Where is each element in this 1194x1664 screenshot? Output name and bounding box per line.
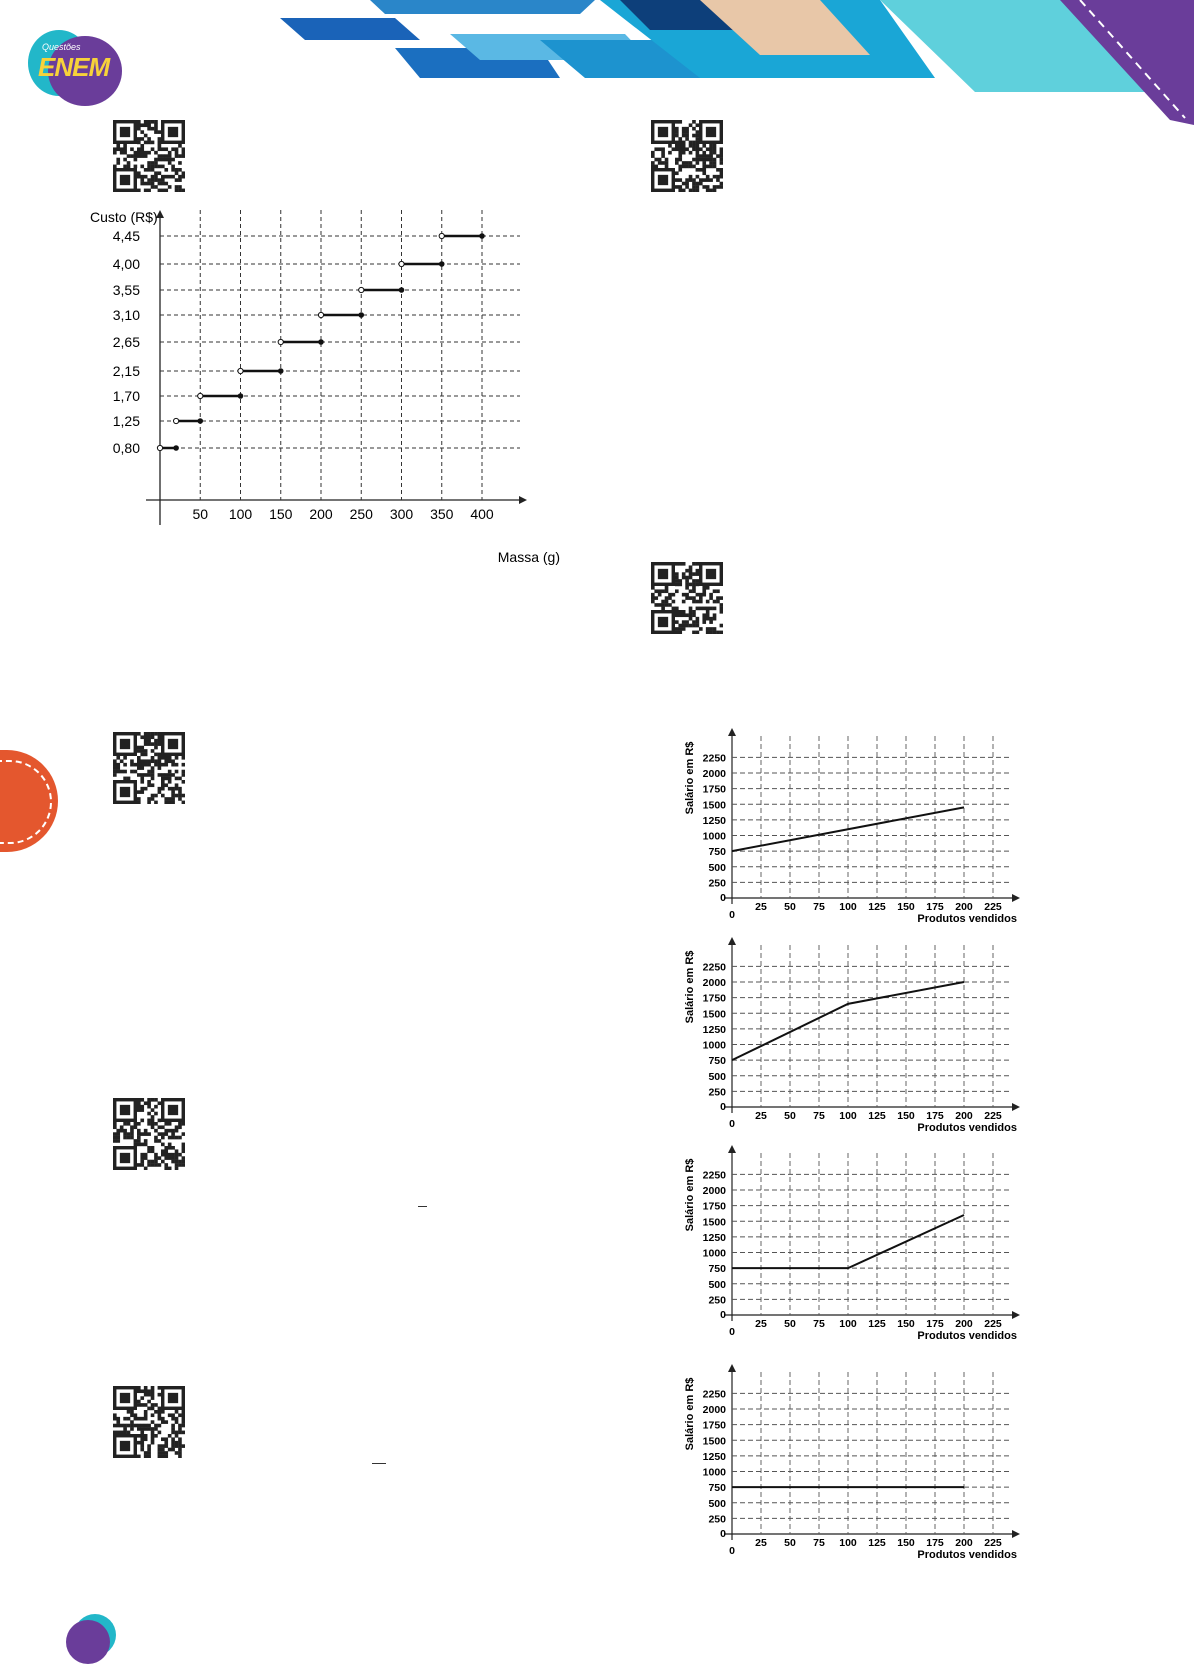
y-tick-label: 2000 [702,1404,726,1416]
x-tick-label: 75 [813,1110,825,1122]
y-tick-label: 250 [708,1086,726,1099]
y-axis-label: Salário em R$ [684,1158,696,1232]
y-tick-label: 1500 [702,799,726,812]
y-tick-label: 3,55 [112,282,140,298]
x-tick-label: 150 [269,506,293,522]
y-tick-label: 1000 [702,1039,726,1052]
closed-point [197,418,203,424]
y-tick-label: 2,15 [112,363,140,379]
x-axis-label: Produtos vendidos [917,913,1017,925]
y-axis-arrow-icon [728,728,736,736]
closed-point [358,312,364,318]
y-tick-label: 1750 [702,992,726,1005]
x-axis-arrow-icon [1012,1311,1020,1319]
x-tick-label: 75 [813,901,825,913]
y-tick-label: 0 [720,1101,726,1113]
y-axis-label: Salário em R$ [684,1377,696,1451]
closed-point [479,233,485,239]
y-tick-label: 2250 [702,1388,726,1401]
x-tick-label: 125 [868,1537,886,1549]
y-tick-label: 250 [708,1513,726,1526]
x-tick-label: 75 [813,1318,825,1330]
step-chart [85,210,565,575]
x-tick-label: 175 [926,1537,944,1549]
x-tick-label: 225 [984,1110,1002,1122]
open-point [318,312,323,317]
y-tick-label: 750 [708,1482,726,1495]
x-tick-label: 175 [926,1110,944,1122]
x-tick-label: 225 [984,901,1002,913]
open-point [238,368,243,373]
x-tick-label: 150 [897,1318,915,1330]
y-tick-label: 250 [708,1294,726,1307]
open-point [439,233,444,238]
x-axis-arrow-icon [519,496,527,504]
x-tick-label: 0 [729,909,735,921]
x-tick-label: 100 [839,1318,857,1330]
x-tick-label: 150 [897,1537,915,1549]
open-point [399,261,404,266]
closed-point [238,393,244,399]
x-tick-label: 150 [897,901,915,913]
salary-chart-c [680,1145,1025,1347]
x-tick-label: 200 [955,901,973,913]
y-tick-label: 1500 [702,1008,726,1021]
y-tick-label: 2250 [702,752,726,765]
y-axis-label: Custo (R$) [90,210,158,225]
y-tick-label: 1750 [702,783,726,796]
y-tick-label: 1000 [702,830,726,843]
x-tick-label: 100 [228,506,253,522]
y-axis-label: Salário em R$ [684,950,696,1024]
y-tick-label: 500 [708,1278,726,1291]
x-tick-label: 100 [839,1110,857,1122]
salary-chart-d [680,1364,1025,1566]
salary-chart-b [680,937,1025,1139]
enem-logo: Questões ENEM [28,26,123,104]
x-tick-label: 125 [868,901,886,913]
y-tick-label: 1,70 [112,388,140,404]
side-tab [0,750,58,852]
y-tick-label: 750 [708,1263,726,1276]
y-tick-label: 1750 [702,1419,726,1432]
y-tick-label: 0 [720,892,726,904]
qr-code-icon [651,120,723,192]
salary-chart-a [680,728,1025,930]
y-tick-label: 0,80 [112,440,140,456]
x-axis-arrow-icon [1012,1103,1020,1111]
x-tick-label: 175 [926,1318,944,1330]
closed-point [318,339,324,345]
x-tick-label: 0 [729,1326,735,1338]
x-tick-label: 200 [955,1110,973,1122]
y-tick-label: 750 [708,846,726,859]
y-tick-label: 1,25 [112,413,140,429]
x-tick-label: 225 [984,1537,1002,1549]
x-tick-label: 50 [784,901,796,913]
x-tick-label: 100 [839,901,857,913]
y-axis-label: Salário em R$ [684,741,696,815]
y-tick-label: 500 [708,1070,726,1083]
x-tick-label: 25 [755,901,767,913]
y-tick-label: 750 [708,1055,726,1068]
y-tick-label: 2,65 [112,334,140,350]
x-tick-label: 50 [784,1537,796,1549]
y-tick-label: 1000 [702,1247,726,1260]
x-tick-label: 125 [868,1318,886,1330]
y-tick-label: 3,10 [112,307,140,323]
y-tick-label: 250 [708,877,726,890]
x-tick-label: 0 [729,1545,735,1557]
x-tick-label: 75 [813,1537,825,1549]
x-tick-label: 25 [755,1318,767,1330]
x-tick-label: 125 [868,1110,886,1122]
y-tick-label: 1500 [702,1216,726,1229]
open-point [174,418,179,423]
open-point [198,393,203,398]
y-tick-label: 1500 [702,1435,726,1448]
y-axis-arrow-icon [728,937,736,945]
x-tick-label: 200 [309,506,333,522]
open-point [157,445,162,450]
y-tick-label: 4,00 [112,256,140,272]
x-axis-arrow-icon [1012,894,1020,902]
y-tick-label: 1750 [702,1200,726,1213]
qr-code-icon [651,562,723,634]
x-axis-label: Produtos vendidos [917,1549,1017,1561]
y-axis-arrow-icon [728,1145,736,1153]
y-tick-label: 4,45 [112,228,140,244]
x-tick-label: 100 [839,1537,857,1549]
closed-point [439,261,445,267]
y-tick-label: 2000 [702,768,726,780]
fraction-bar [418,1206,427,1207]
y-axis-arrow-icon [728,1364,736,1372]
x-tick-label: 50 [784,1110,796,1122]
x-tick-label: 50 [784,1318,796,1330]
y-tick-label: 0 [720,1528,726,1540]
x-tick-label: 225 [984,1318,1002,1330]
x-tick-label: 175 [926,901,944,913]
y-tick-label: 1250 [702,1450,726,1463]
x-axis-arrow-icon [1012,1530,1020,1538]
open-point [278,339,283,344]
x-axis-label: Produtos vendidos [917,1330,1017,1342]
y-tick-label: 500 [708,861,726,874]
x-tick-label: 250 [349,506,373,522]
y-tick-label: 2250 [702,1169,726,1182]
qr-code-icon [113,1386,185,1458]
closed-point [173,445,179,451]
x-tick-label: 400 [470,506,494,522]
x-tick-label: 50 [192,506,209,522]
y-tick-label: 1000 [702,1466,726,1479]
y-tick-label: 1250 [702,814,726,827]
y-tick-label: 2000 [702,977,726,989]
fraction-bar [372,1463,386,1464]
closed-point [399,287,405,293]
y-tick-label: 1250 [702,1231,726,1244]
x-tick-label: 150 [897,1110,915,1122]
y-tick-label: 500 [708,1497,726,1510]
y-tick-label: 1250 [702,1023,726,1036]
qr-code-icon [113,732,185,804]
x-tick-label: 25 [755,1537,767,1549]
y-tick-label: 2250 [702,961,726,974]
qr-code-icon [113,120,185,192]
x-tick-label: 300 [389,506,414,522]
y-tick-label: 2000 [702,1185,726,1197]
open-point [359,287,364,292]
x-tick-label: 200 [955,1537,973,1549]
qr-code-icon [113,1098,185,1170]
closed-point [278,368,284,374]
x-axis-label: Produtos vendidos [917,1122,1017,1134]
x-axis-label: Massa (g) [497,549,560,565]
x-tick-label: 0 [729,1118,735,1130]
y-tick-label: 0 [720,1309,726,1321]
x-tick-label: 25 [755,1110,767,1122]
x-tick-label: 200 [955,1318,973,1330]
header-banner [0,0,1194,125]
x-tick-label: 350 [430,506,454,522]
page-circle [66,1614,116,1664]
